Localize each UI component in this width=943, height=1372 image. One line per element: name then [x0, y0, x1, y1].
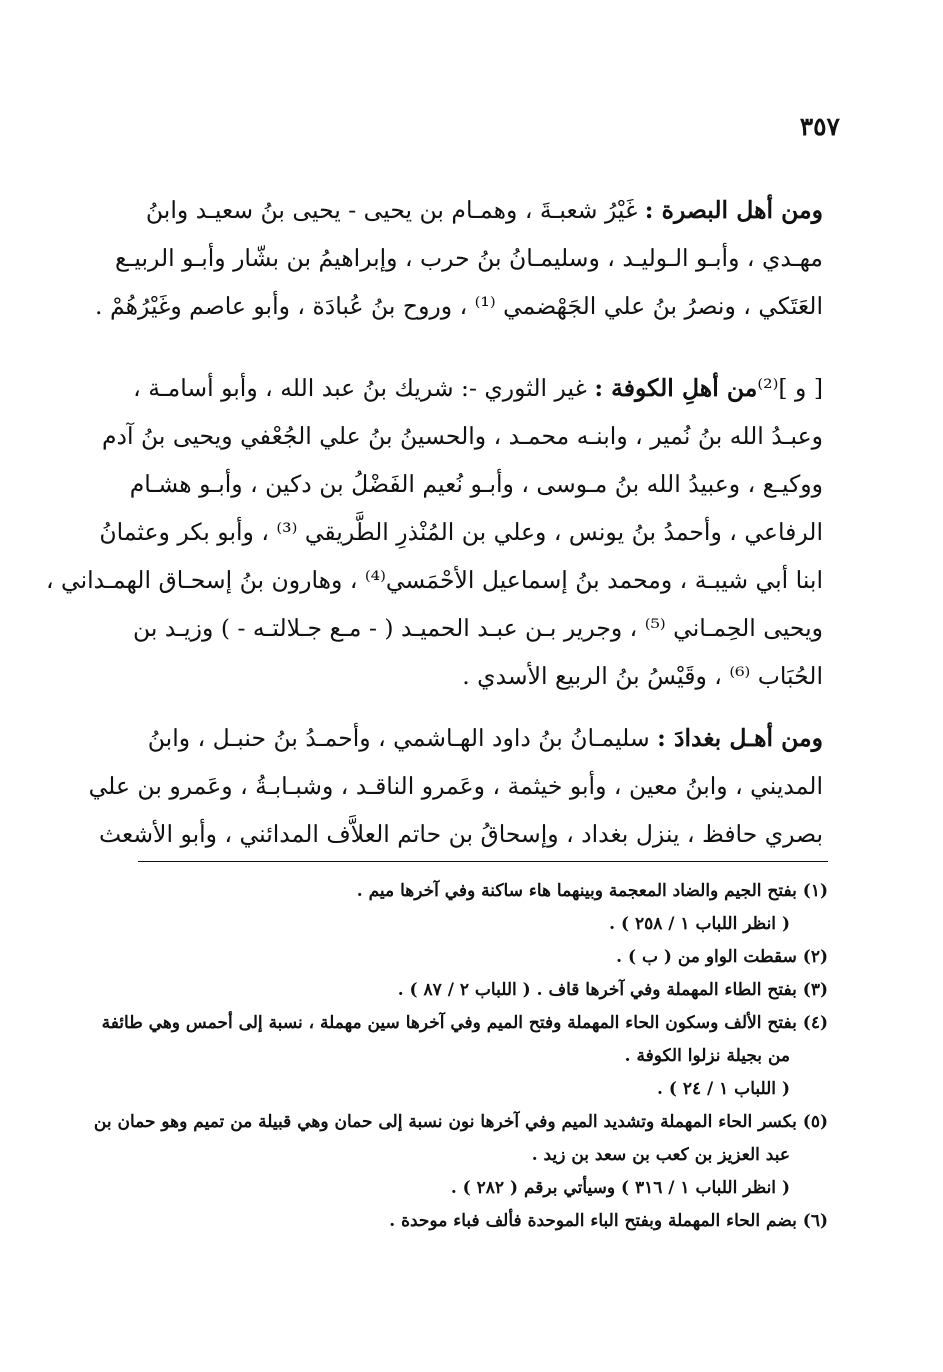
text-line: بصري حافظ ، ينزل بغداد ، وإسحاقُ بن حاتم العلاَّف المدائني ، وأبو الأشعث — [98, 820, 823, 848]
text-line: العَتَكي ، ونصرُ بنُ علي الجَهْضمي ⁽¹⁾ ، وروح بنُ عُبادَة ، وأبو عاصم وغَيْرُهُمْ . — [95, 292, 823, 320]
text-line: ابنا أبي شيبـة ، ومحمد بنُ إسماعيل الأحْمَسي⁽⁴⁾ ، وهارون بنُ إسحـاق الهمـداني ، — [45, 566, 823, 594]
footnote-2: (٢) سقطت الواو من ( ب ) . — [616, 947, 828, 967]
footnote-4-cont: من بجيلة نزلوا الكوفة . — [624, 1046, 790, 1066]
footnote-5-ref: ( انظر اللباب ١ / ٣١٦ ) وسيأتي برقم ( ٢٨٢ ) . — [450, 1178, 790, 1198]
footnote-4: (٤) بفتح الألف وسكون الحاء المهملة وفتح الميم وفي آخرها سين مهملة ، نسبة إلى أحمس وهي طائفة — [101, 1013, 828, 1033]
text-line: الرفاعي ، وأحمدُ بنُ يونس ، وعلي بن المُنْذرِ الطَّريقي ⁽³⁾ ، وأبو بكر وعثمانُ — [99, 518, 823, 546]
footnote-divider — [138, 861, 828, 862]
text-line: مهـدي ، وأبـو الـوليـد ، وسليمـانُ بنُ حرب ، وإبراهيمُ بن بشّار وأبـو الربيـع — [115, 244, 823, 272]
section-heading: ومن أهـل بغدادَ : — [657, 724, 823, 752]
footnote-1-ref: ( انظر اللباب ١ / ٢٥٨ ) . — [609, 914, 790, 934]
footnote-6: (٦) بضم الحاء المهملة وبفتح الباء الموحدة فألف فباء موحدة . — [389, 1211, 828, 1231]
paragraph-kufa — [45, 364, 823, 720]
paragraph-baghdad — [88, 714, 823, 878]
footnote-5-cont: عبد العزيز بن كعب بن سعد بن زيد . — [531, 1145, 790, 1165]
paragraph-basra — [95, 186, 823, 350]
text-line: المديني ، وابنُ معين ، وأبو خيثمة ، وعَمرو الناقـد ، وشبـابـةُ ، وعَمرو بن علي — [88, 772, 823, 800]
section-heading: ومن أهل البصرة : — [644, 196, 823, 224]
text-line: وعبـدُ الله بنُ نُمير ، وابنـه محمـد ، والحسينُ بنُ علي الجُعْفي ويحيى بنُ آدم — [101, 422, 823, 450]
footnote-5: (٥) بكسر الحاء المهملة وتشديد الميم وفي آخرها نون نسبة إلى حمان وهي قبيلة من تميم وهو حمان بن — [93, 1112, 828, 1132]
footnote-3: (٣) بفتح الطاء المهملة وفي آخرها قاف . ( اللباب ٢ / ٨٧ ) . — [397, 980, 828, 1000]
text-line: الحُبَاب ⁽⁶⁾ ، وقَيْسُ بنُ الربيع الأسدي . — [462, 662, 823, 690]
text-line: ووكيـع ، وعبيدُ الله بنُ مـوسى ، وأبـو نُعيم الفَضْلُ بن دكين ، وأبـو هشـام — [129, 470, 823, 498]
footnote-1: (١) بفتح الجيم والضاد المعجمة وبينهما هاء ساكنة وفي آخرها ميم . — [356, 881, 828, 901]
section-heading: من أهلِ الكوفة : — [594, 374, 758, 402]
page-number: ٣٥٧ — [799, 112, 840, 141]
text-line: ومن أهل البصرة : غَيْرُ شعبـةَ ، وهمـام بن يحيى - يحيى بنُ سعيـد وابنُ — [145, 196, 823, 224]
footnotes — [93, 875, 828, 1238]
text-line: ويحيى الحِمـاني ⁽⁵⁾ ، وجرير بـن عبـد الحميـد ( - مـع جـلالتـه - ) وزيـد بن — [133, 614, 823, 642]
text-line: [ و ]⁽²⁾من أهلِ الكوفة : غير الثوري -: شريك بنُ عبد الله ، وأبو أسامـة ، — [133, 374, 823, 402]
text-line: ومن أهـل بغدادَ : سليمـانُ بنُ داود الهـاشمي ، وأحمـدُ بنُ حنبـل ، وابنُ — [147, 724, 823, 752]
footnote-4-ref: ( اللباب ١ / ٢٤ ) . — [657, 1079, 790, 1099]
